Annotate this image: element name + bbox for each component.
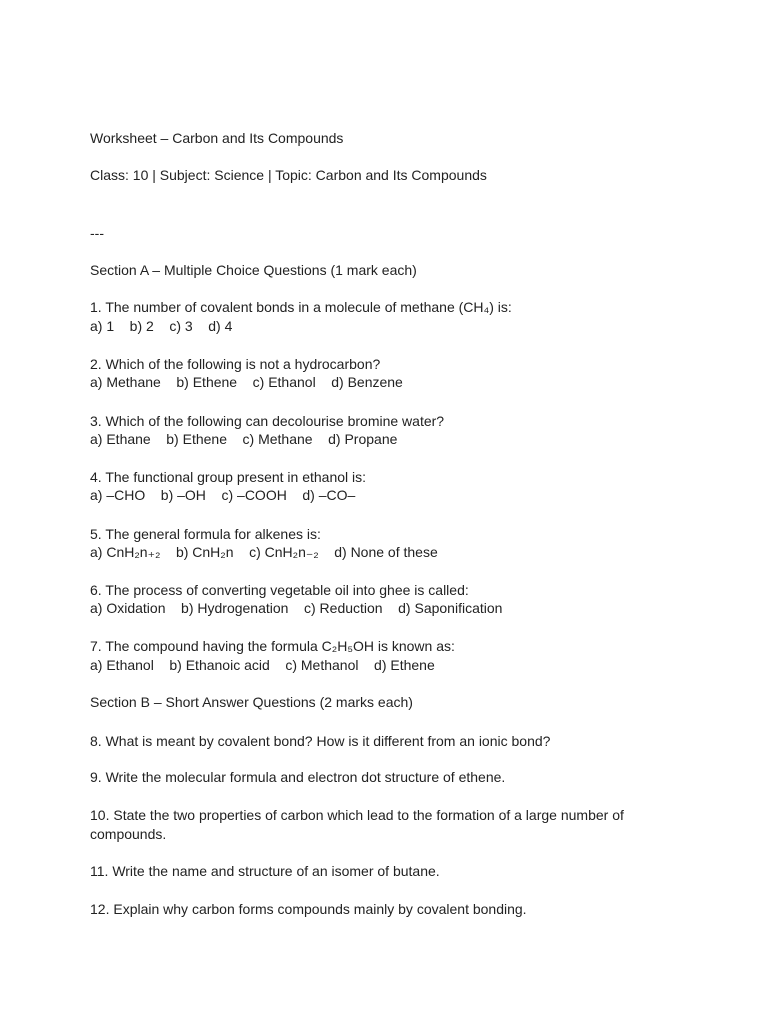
question-1-options: a) 1 b) 2 c) 3 d) 4 bbox=[90, 318, 233, 334]
worksheet-title: Worksheet – Carbon and Its Compounds bbox=[90, 130, 344, 146]
question-5-options: a) CnH₂n₊₂ b) CnH₂n c) CnH₂n₋₂ d) None of these bbox=[90, 544, 438, 560]
question-12: 12. Explain why carbon forms compounds mainly by covalent bonding. bbox=[90, 901, 527, 917]
question-2: 2. Which of the following is not a hydrocarbon? bbox=[90, 356, 381, 372]
question-6: 6. The process of converting vegetable oil into ghee is called: bbox=[90, 582, 469, 598]
question-8: 8. What is meant by covalent bond? How is it different from an ionic bond? bbox=[90, 733, 551, 749]
question-9: 9. Write the molecular formula and electron dot structure of ethene. bbox=[90, 769, 506, 785]
question-2-options: a) Methane b) Ethene c) Ethanol d) Benzene bbox=[90, 374, 403, 390]
section-a-heading: Section A – Multiple Choice Questions (1 mark each) bbox=[90, 262, 417, 278]
section-b-heading: Section B – Short Answer Questions (2 marks each) bbox=[90, 694, 413, 710]
question-5: 5. The general formula for alkenes is: bbox=[90, 526, 321, 542]
worksheet-meta: Class: 10 | Subject: Science | Topic: Carbon and Its Compounds bbox=[90, 167, 487, 183]
question-3: 3. Which of the following can decolourise bromine water? bbox=[90, 413, 445, 429]
question-3-options: a) Ethane b) Ethene c) Methane d) Propane bbox=[90, 431, 398, 447]
question-11: 11. Write the name and structure of an isomer of butane. bbox=[90, 863, 440, 879]
question-6-options: a) Oxidation b) Hydrogenation c) Reduction d) Saponification bbox=[90, 600, 503, 616]
question-7: 7. The compound having the formula C₂H₅OH is known as: bbox=[90, 638, 455, 654]
separator: --- bbox=[90, 225, 104, 241]
question-1: 1. The number of covalent bonds in a molecule of methane (CH₄) is: bbox=[90, 299, 512, 315]
question-7-options: a) Ethanol b) Ethanoic acid c) Methanol d) Ethene bbox=[90, 657, 435, 673]
question-10: 10. State the two properties of carbon which lead to the formation of a large number of compounds. bbox=[90, 807, 624, 842]
question-4: 4. The functional group present in ethanol is: bbox=[90, 469, 367, 485]
question-4-options: a) –CHO b) –OH c) –COOH d) –CO– bbox=[90, 487, 356, 503]
